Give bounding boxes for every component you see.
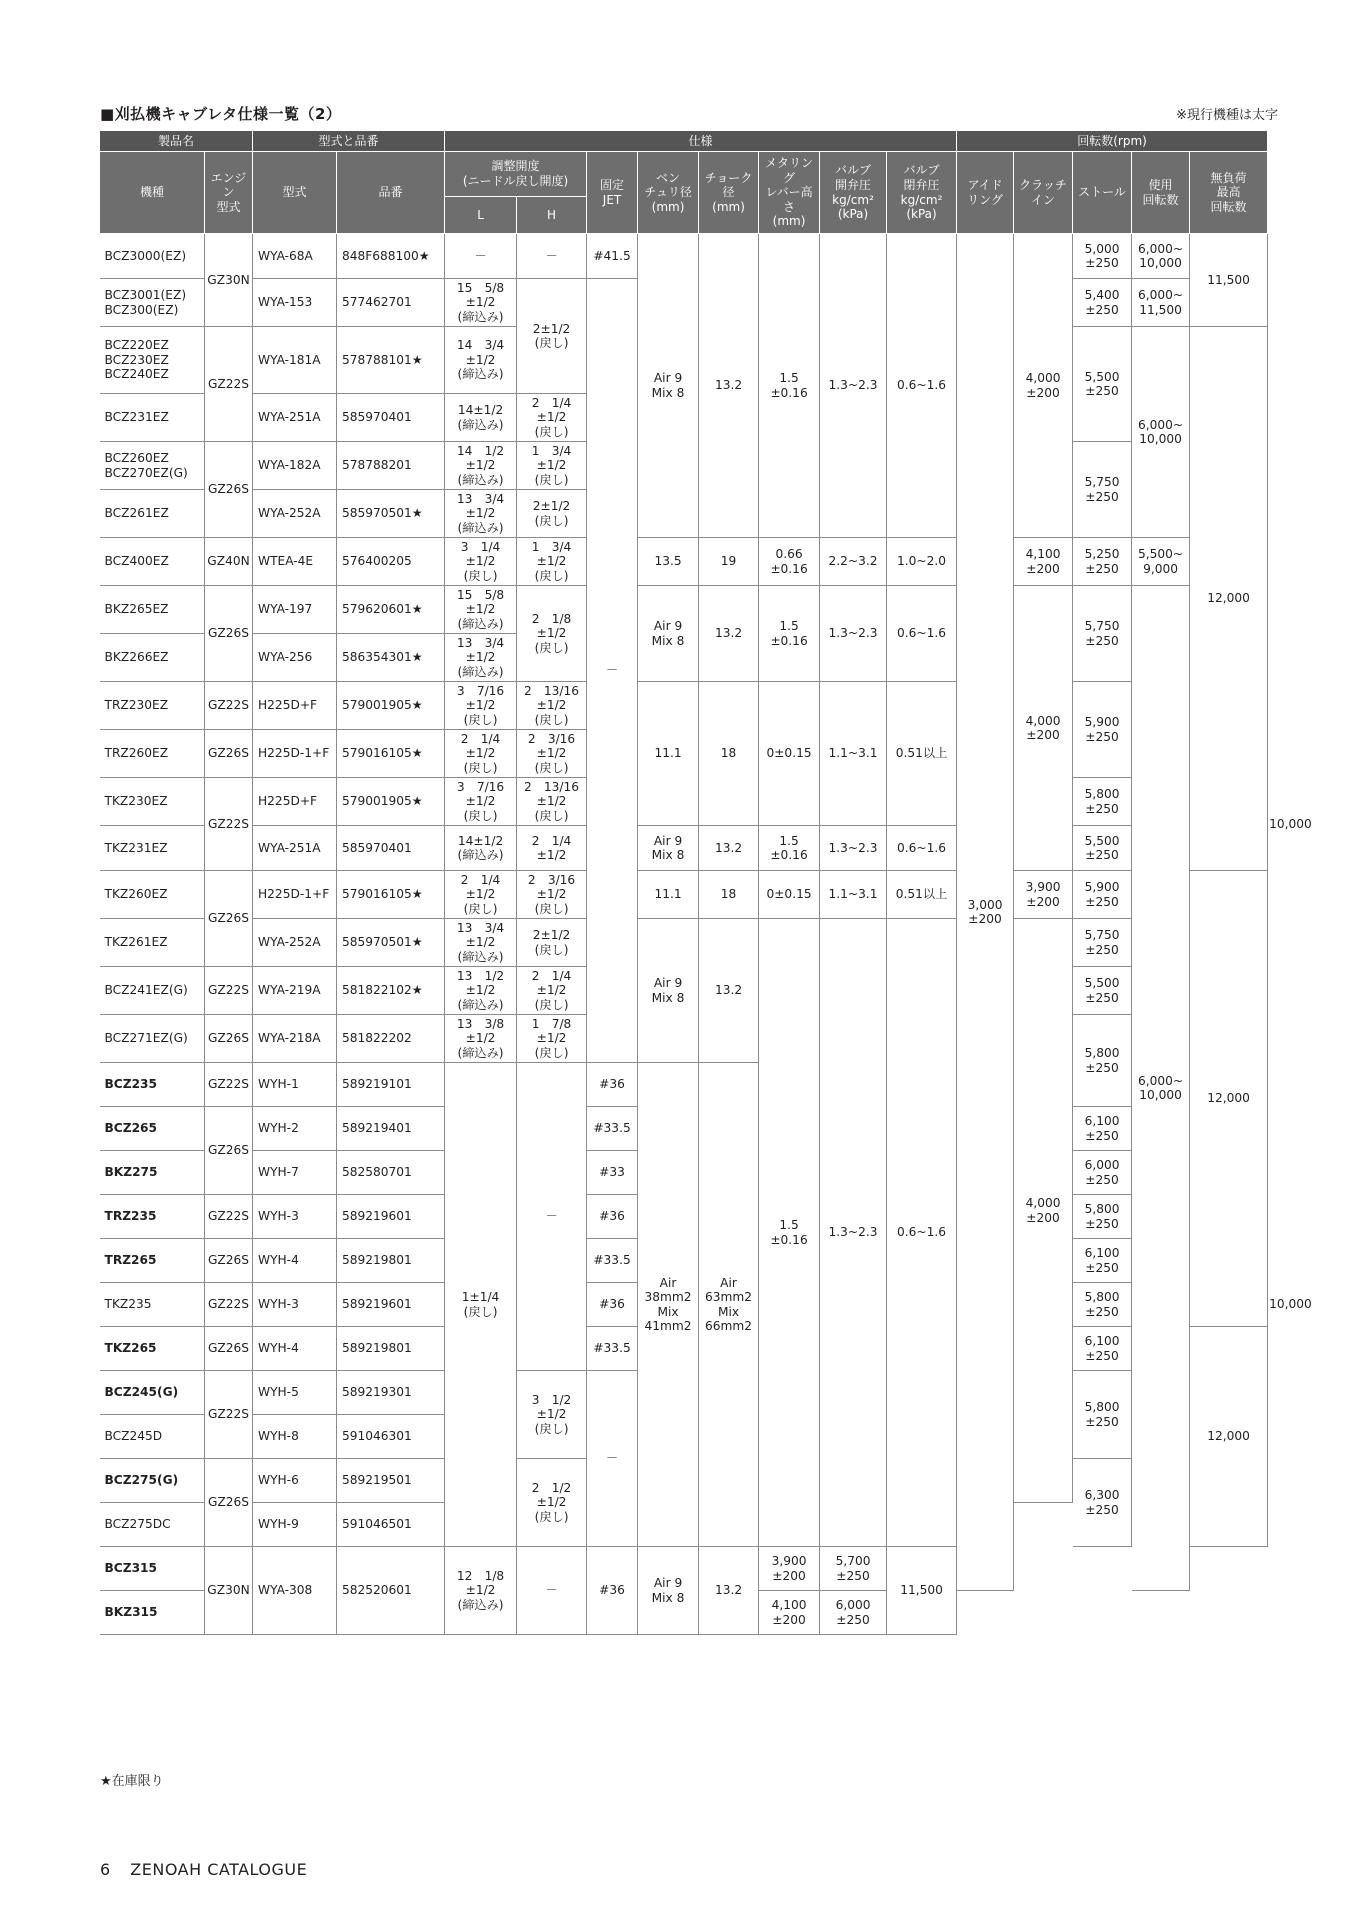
header-idle: アイド リング (957, 152, 1014, 234)
part-cell: 581822202 (337, 1015, 445, 1063)
type-cell: WYA-252A (253, 919, 337, 967)
stall-cell: 5,800 ±250 (1073, 1195, 1132, 1239)
table-row: TKZ230EZ GZ22S H225D+F 579001905★ 3 7/16 ±1/2 (戻し) 2 13/16 ±1/2 (戻し) 5,800 ±250 10,000 (100, 778, 1268, 826)
noload-cell: 12,000 (1190, 871, 1268, 1327)
stall-cell: 5,800 ±250 (1073, 1015, 1132, 1107)
L-cell: 3 1/4 ±1/2 (戻し) (445, 538, 517, 586)
page-title: ■刈払機キャブレタ仕様一覧（2） (100, 105, 342, 123)
model-cell: BKZ266EZ (100, 634, 205, 682)
model-cell: BCZ315 (100, 1547, 205, 1591)
jet-cell: － (587, 279, 638, 1063)
type-cell: WTEA-4E (253, 538, 337, 586)
type-cell: H225D+F (253, 682, 337, 730)
model-cell: BCZ3000(EZ) (100, 234, 205, 279)
header-valve-open: バルブ 開弁圧 kg/cm² (kPa) (820, 152, 887, 234)
table-row: TKZ235 GZ22S WYH-3 589219601 #36 5,800 ±250 10,000 (100, 1283, 1268, 1327)
type-cell: WYA-251A (253, 826, 337, 871)
engine-cell: GZ26S (205, 1107, 253, 1195)
use-cell: 5,500~ 9,000 (1132, 538, 1190, 586)
L-cell: 14 3/4 ±1/2 (締込み) (445, 327, 517, 394)
model-cell: BCZ400EZ (100, 538, 205, 586)
noload-cell: 11,500 (887, 1547, 957, 1635)
part-cell: 589219301 (337, 1371, 445, 1415)
header-part: 品番 (337, 152, 445, 234)
jet-cell: #36 (587, 1283, 638, 1327)
engine-cell: GZ26S (205, 586, 253, 682)
valve-open-cell: 1.3~2.3 (820, 826, 887, 871)
header-jet: 固定 JET (587, 152, 638, 234)
header-H: H (517, 197, 587, 234)
clutch-cell: 4,000 ±200 (1014, 586, 1073, 871)
model-cell: TRZ260EZ (100, 730, 205, 778)
model-cell: TRZ265 (100, 1239, 205, 1283)
part-cell: 589219601 (337, 1195, 445, 1239)
type-cell: WYH-4 (253, 1327, 337, 1371)
type-cell: WYA-252A (253, 490, 337, 538)
H-cell: 2 3/16 ±1/2 (戻し) (517, 730, 587, 778)
part-cell: 581822102★ (337, 967, 445, 1015)
page-number: 6 (100, 1860, 111, 1879)
header-type: 型式 (253, 152, 337, 234)
metering-cell: 0±0.15 (759, 871, 820, 919)
H-cell: 1 3/4 ±1/2 (戻し) (517, 538, 587, 586)
metering-cell: 1.5 ±0.16 (759, 826, 820, 871)
H-cell: 2 1/4 ±1/2 (戻し) (517, 394, 587, 442)
table-row (100, 586, 1268, 634)
type-cell: WYH-7 (253, 1151, 337, 1195)
valve-open-cell: 1.3~2.3 (820, 586, 887, 682)
engine-cell: GZ26S (205, 1327, 253, 1371)
H-cell: － (517, 1063, 587, 1371)
engine-cell: GZ30N (205, 234, 253, 327)
valve-open-cell: 1.1~3.1 (820, 682, 887, 826)
valve-close-cell: 1.0~2.0 (887, 538, 957, 586)
L-cell: 14±1/2 (締込み) (445, 826, 517, 871)
H-cell: 2 1/4 ±1/2 (戻し) (517, 967, 587, 1015)
type-cell: WYH-9 (253, 1503, 337, 1547)
part-cell: 579016105★ (337, 730, 445, 778)
stall-cell: 5,700 ±250 (820, 1547, 887, 1591)
metering-cell: 0.66 ±0.16 (759, 538, 820, 586)
stall-cell: 6,100 ±250 (1073, 1327, 1132, 1371)
current-model-note: ※現行機種は太字 (1176, 108, 1278, 123)
type-cell: WYH-8 (253, 1415, 337, 1459)
part-cell: 582520601 (337, 1547, 445, 1635)
header-valve-close: バルブ 閉弁圧 kg/cm² (kPa) (887, 152, 957, 234)
part-cell: 578788201 (337, 442, 445, 490)
engine-cell: GZ26S (205, 871, 253, 967)
stall-cell: 5,800 ±250 (1073, 778, 1132, 826)
L-cell: － (445, 234, 517, 279)
choke-cell: 18 (699, 871, 759, 919)
valve-close-cell: 0.6~1.6 (887, 234, 957, 538)
valve-close-cell: 0.6~1.6 (887, 826, 957, 871)
use-cell: 6,000~ 10,000 (1132, 234, 1190, 279)
stall-cell: 5,250 ±250 (1073, 538, 1132, 586)
stall-cell: 5,800 ±250 (1073, 1371, 1132, 1459)
header-stall: ストール (1073, 152, 1132, 234)
model-cell: BCZ231EZ (100, 394, 205, 442)
engine-cell: GZ22S (205, 1371, 253, 1459)
type-cell: H225D-1+F (253, 871, 337, 919)
idle-cell: 3,000 ±200 (957, 234, 1014, 1591)
model-cell: TKZ230EZ (100, 778, 205, 826)
L-cell: 15 5/8 ±1/2 (締込み) (445, 279, 517, 327)
stall-cell: 6,000 ±250 (820, 1591, 887, 1635)
jet-cell: #36 (587, 1547, 638, 1635)
metering-cell: 1.5 ±0.16 (759, 586, 820, 682)
table-row (100, 538, 1268, 586)
use-cell: 6,000~ 10,000 (1132, 327, 1190, 538)
engine-cell: GZ26S (205, 1459, 253, 1547)
jet-cell: #41.5 (587, 234, 638, 279)
model-cell: BCZ260EZ BCZ270EZ(G) (100, 442, 205, 490)
part-cell: 589219801 (337, 1239, 445, 1283)
header-venturi: ベン チュリ径 (mm) (638, 152, 699, 234)
valve-open-cell: 1.3~2.3 (820, 919, 887, 1547)
part-cell: 589219501 (337, 1459, 445, 1503)
H-cell: － (517, 1547, 587, 1635)
choke-cell: 13.2 (699, 826, 759, 871)
carburetor-spec-table (99, 130, 1312, 1635)
H-cell: 1 3/4 ±1/2 (戻し) (517, 442, 587, 490)
model-cell: BKZ265EZ (100, 586, 205, 634)
stock-note: ★在庫限り (100, 1774, 164, 1789)
stall-cell: 5,500 ±250 (1073, 967, 1132, 1015)
part-cell: 589219601 (337, 1283, 445, 1327)
valve-close-cell: 0.6~1.6 (887, 919, 957, 1547)
venturi-cell: 11.1 (638, 682, 699, 826)
noload-cell: 12,000 (1190, 1327, 1268, 1547)
jet-cell: － (587, 1371, 638, 1547)
part-cell: 589219401 (337, 1107, 445, 1151)
type-cell: WYH-6 (253, 1459, 337, 1503)
engine-cell: GZ30N (205, 1547, 253, 1635)
stall-cell: 5,750 ±250 (1073, 586, 1132, 682)
stall-cell: 5,000 ±250 (1073, 234, 1132, 279)
L-cell: 14±1/2 (締込み) (445, 394, 517, 442)
table-row (100, 919, 1268, 967)
engine-cell: GZ22S (205, 682, 253, 730)
header-clutch: クラッチ イン (1014, 152, 1073, 234)
L-cell: 13 1/2 ±1/2 (締込み) (445, 967, 517, 1015)
noload-cell: 11,500 (1190, 234, 1268, 327)
H-cell: 2 13/16 ±1/2 (戻し) (517, 778, 587, 826)
H-cell: 2 1/2 ±1/2 (戻し) (517, 1459, 587, 1547)
valve-close-cell: 0.51以上 (887, 682, 957, 826)
model-cell: BCZ241EZ(G) (100, 967, 205, 1015)
metering-cell: 1.5 ±0.16 (759, 919, 820, 1547)
L-cell: 2 1/4 ±1/2 (戻し) (445, 730, 517, 778)
header-noload: 無負荷 最高 回転数 (1190, 152, 1268, 234)
venturi-cell: Air 38mm2 Mix 41mm2 (638, 1063, 699, 1547)
header-engine: エンジン 型式 (205, 152, 253, 234)
model-cell: TKZ235 (100, 1283, 205, 1327)
header-group-rpm: 回転数(rpm) (957, 131, 1268, 152)
choke-cell: 13.2 (699, 586, 759, 682)
L-cell: 3 7/16 ±1/2 (戻し) (445, 682, 517, 730)
valve-open-cell: 1.1~3.1 (820, 871, 887, 919)
model-cell: BKZ315 (100, 1591, 205, 1635)
choke-cell: 13.2 (699, 919, 759, 1063)
model-cell: TKZ265 (100, 1327, 205, 1371)
L-cell: 1±1/4 (戻し) (445, 1063, 517, 1547)
stall-cell: 5,750 ±250 (1073, 919, 1132, 967)
stall-cell: 5,800 ±250 (1073, 1283, 1132, 1327)
engine-cell: GZ26S (205, 730, 253, 778)
clutch-cell: 3,900 ±200 (759, 1547, 820, 1591)
L-cell: 13 3/8 ±1/2 (締込み) (445, 1015, 517, 1063)
engine-cell: GZ22S (205, 327, 253, 442)
venturi-cell: Air 9 Mix 8 (638, 586, 699, 682)
engine-cell: GZ22S (205, 778, 253, 871)
part-cell: 591046301 (337, 1415, 445, 1459)
stall-cell: 5,400 ±250 (1073, 279, 1132, 327)
H-cell: 1 7/8 ±1/2 (戻し) (517, 1015, 587, 1063)
model-cell: BCZ261EZ (100, 490, 205, 538)
H-cell: 2 3/16 ±1/2 (戻し) (517, 871, 587, 919)
clutch-cell: 4,000 ±200 (1014, 234, 1073, 538)
type-cell: WYA-181A (253, 327, 337, 394)
part-cell: 577462701 (337, 279, 445, 327)
header-adjust: 調整開度 (ニードル戻し開度) (445, 152, 587, 197)
model-cell: BCZ245D (100, 1415, 205, 1459)
H-cell: 2 13/16 ±1/2 (戻し) (517, 682, 587, 730)
stall-cell: 6,100 ±250 (1073, 1107, 1132, 1151)
type-cell: WYA-251A (253, 394, 337, 442)
type-cell: WYH-1 (253, 1063, 337, 1107)
engine-cell: GZ40N (205, 538, 253, 586)
type-cell: H225D-1+F (253, 730, 337, 778)
type-cell: WYA-153 (253, 279, 337, 327)
type-cell: WYA-219A (253, 967, 337, 1015)
L-cell: 13 3/4 ±1/2 (締込み) (445, 490, 517, 538)
valve-open-cell: 2.2~3.2 (820, 538, 887, 586)
stall-cell: 6,100 ±250 (1073, 1239, 1132, 1283)
part-cell: 579001905★ (337, 682, 445, 730)
use-cell: 6,000~ 11,500 (1132, 279, 1190, 327)
table-row (100, 871, 1268, 919)
type-cell: WYA-256 (253, 634, 337, 682)
choke-cell: 13.2 (699, 234, 759, 538)
header-metering: メタリング レバー高さ (mm) (759, 152, 820, 234)
venturi-cell: 11.1 (638, 871, 699, 919)
valve-open-cell: 1.3~2.3 (820, 234, 887, 538)
model-cell: BCZ271EZ(G) (100, 1015, 205, 1063)
choke-cell: 18 (699, 682, 759, 826)
stall-cell: 6,000 ±250 (1073, 1151, 1132, 1195)
L-cell: 14 1/2 ±1/2 (締込み) (445, 442, 517, 490)
jet-cell: #36 (587, 1195, 638, 1239)
header-group-product: 製品名 (100, 131, 253, 152)
type-cell: WYA-308 (253, 1547, 337, 1635)
header-group-spec: 仕様 (445, 131, 957, 152)
engine-cell: GZ26S (205, 442, 253, 538)
type-cell: WYA-218A (253, 1015, 337, 1063)
H-cell: 2 1/8 ±1/2 (戻し) (517, 586, 587, 682)
stall-cell: 5,900 ±250 (1073, 871, 1132, 919)
venturi-cell: Air 9 Mix 8 (638, 234, 699, 538)
type-cell: WYH-5 (253, 1371, 337, 1415)
part-cell: 579620601★ (337, 586, 445, 634)
header-choke: チョーク 径 (mm) (699, 152, 759, 234)
header-use: 使用 回転数 (1132, 152, 1190, 234)
type-cell: H225D+F (253, 778, 337, 826)
metering-cell: 0±0.15 (759, 682, 820, 826)
part-cell: 576400205 (337, 538, 445, 586)
model-cell: BCZ220EZ BCZ230EZ BCZ240EZ (100, 327, 205, 394)
part-cell: 585970501★ (337, 490, 445, 538)
part-cell: 585970501★ (337, 919, 445, 967)
engine-cell: GZ26S (205, 1015, 253, 1063)
model-cell: BCZ3001(EZ) BCZ300(EZ) (100, 279, 205, 327)
model-cell: BCZ235 (100, 1063, 205, 1107)
part-cell: 589219801 (337, 1327, 445, 1371)
table-row (100, 826, 1268, 871)
venturi-cell: Air 9 Mix 8 (638, 826, 699, 871)
engine-cell: GZ22S (205, 967, 253, 1015)
model-cell: TRZ230EZ (100, 682, 205, 730)
H-cell: 3 1/2 ±1/2 (戻し) (517, 1371, 587, 1459)
type-cell: WYH-4 (253, 1239, 337, 1283)
table-row (100, 682, 1268, 730)
part-cell: 579001905★ (337, 778, 445, 826)
model-cell: TRZ235 (100, 1195, 205, 1239)
choke-cell: Air 63mm2 Mix 66mm2 (699, 1063, 759, 1547)
catalogue-name: ZENOAH CATALOGUE (130, 1860, 308, 1879)
L-cell: 12 1/8 ±1/2 (締込み) (445, 1547, 517, 1635)
model-cell: TKZ260EZ (100, 871, 205, 919)
L-cell: 15 5/8 ±1/2 (締込み) (445, 586, 517, 634)
L-cell: 13 3/4 ±1/2 (締込み) (445, 919, 517, 967)
H-cell: 2±1/2 (戻し) (517, 919, 587, 967)
clutch-cell: 4,000 ±200 (1014, 919, 1073, 1503)
part-cell: 585970401 (337, 394, 445, 442)
engine-cell: GZ22S (205, 1063, 253, 1107)
model-cell: BCZ245(G) (100, 1371, 205, 1415)
jet-cell: #33.5 (587, 1327, 638, 1371)
table-row (100, 234, 1268, 279)
jet-cell: #33.5 (587, 1239, 638, 1283)
stall-cell: 5,900 ±250 (1073, 682, 1132, 778)
table-row (100, 1547, 1268, 1591)
jet-cell: #33 (587, 1151, 638, 1195)
clutch-cell: 3,900 ±200 (1014, 871, 1073, 919)
part-cell: 579016105★ (337, 871, 445, 919)
L-cell: 2 1/4 ±1/2 (戻し) (445, 871, 517, 919)
page-footer (100, 1860, 321, 1879)
part-cell: 589219101 (337, 1063, 445, 1107)
part-cell: 578788101★ (337, 327, 445, 394)
jet-cell: #36 (587, 1063, 638, 1107)
model-cell: TKZ231EZ (100, 826, 205, 871)
model-cell: TKZ261EZ (100, 919, 205, 967)
L-cell: 3 7/16 ±1/2 (戻し) (445, 778, 517, 826)
type-cell: WYA-68A (253, 234, 337, 279)
clutch-cell: 4,100 ±200 (759, 1591, 820, 1635)
choke-cell: 13.2 (699, 1547, 759, 1635)
stall-cell: 6,300 ±250 (1073, 1459, 1132, 1547)
metering-cell: 1.5 ±0.16 (759, 234, 820, 538)
engine-cell: GZ22S (205, 1283, 253, 1327)
venturi-cell: 13.5 (638, 538, 699, 586)
part-cell: 585970401 (337, 826, 445, 871)
part-cell: 848F688100★ (337, 234, 445, 279)
engine-cell: GZ26S (205, 1239, 253, 1283)
part-cell: 582580701 (337, 1151, 445, 1195)
H-cell: 2 1/4 ±1/2 (517, 826, 587, 871)
model-cell: BCZ275DC (100, 1503, 205, 1547)
type-cell: WYA-197 (253, 586, 337, 634)
type-cell: WYH-3 (253, 1195, 337, 1239)
stall-cell: 5,750 ±250 (1073, 442, 1132, 538)
part-cell: 591046501 (337, 1503, 445, 1547)
noload-cell: 12,000 (1190, 327, 1268, 871)
L-cell: 13 3/4 ±1/2 (締込み) (445, 634, 517, 682)
type-cell: WYH-2 (253, 1107, 337, 1151)
venturi-cell: Air 9 Mix 8 (638, 919, 699, 1063)
choke-cell: 19 (699, 538, 759, 586)
venturi-cell: Air 9 Mix 8 (638, 1547, 699, 1635)
H-cell: － (517, 234, 587, 279)
H-cell: 2±1/2 (戻し) (517, 279, 587, 394)
header-L: L (445, 197, 517, 234)
clutch-cell: 4,100 ±200 (1014, 538, 1073, 586)
valve-close-cell: 0.6~1.6 (887, 586, 957, 682)
header-model: 機種 (100, 152, 205, 234)
stall-cell: 5,500 ±250 (1073, 826, 1132, 871)
header-group-model: 型式と品番 (253, 131, 445, 152)
stall-cell: 5,500 ±250 (1073, 327, 1132, 442)
type-cell: WYA-182A (253, 442, 337, 490)
use-cell: 6,000~ 10,000 (1132, 586, 1190, 1591)
model-cell: BCZ275(G) (100, 1459, 205, 1503)
engine-cell: GZ22S (205, 1195, 253, 1239)
jet-cell: #33.5 (587, 1107, 638, 1151)
valve-close-cell: 0.51以上 (887, 871, 957, 919)
part-cell: 586354301★ (337, 634, 445, 682)
type-cell: WYH-3 (253, 1283, 337, 1327)
model-cell: BCZ265 (100, 1107, 205, 1151)
model-cell: BKZ275 (100, 1151, 205, 1195)
H-cell: 2±1/2 (戻し) (517, 490, 587, 538)
